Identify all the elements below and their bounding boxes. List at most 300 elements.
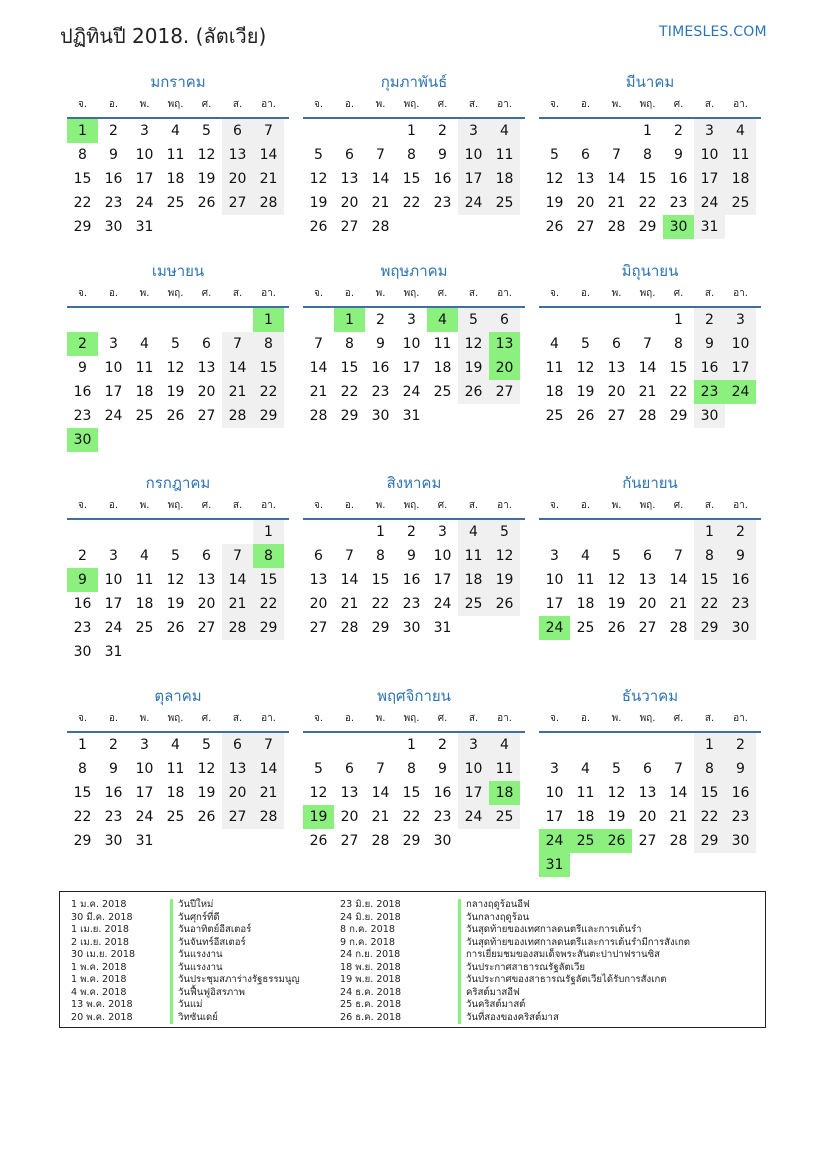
- day-cell: 18: [545, 384, 564, 400]
- day-cell: 29: [253, 616, 284, 640]
- day-cell: 1: [407, 737, 416, 753]
- day-cell: 28: [253, 805, 284, 829]
- weekday-label: พ.: [611, 288, 622, 299]
- day-cell: 1: [694, 520, 725, 544]
- empty-cell: [539, 119, 570, 143]
- legend-date: 4 พ.ค. 2018: [71, 986, 127, 998]
- day-cell: 9: [407, 548, 416, 564]
- weekday-label: พฤ.: [639, 500, 656, 511]
- day-cell: 11: [576, 785, 595, 801]
- day-cell: 29: [694, 616, 725, 640]
- day-cell: 7: [222, 332, 253, 356]
- day-cell: 26: [166, 408, 185, 424]
- day-grid: [67, 520, 289, 664]
- weekday-label: อ.: [108, 288, 119, 299]
- month-name: พฤษภาคม: [380, 262, 448, 280]
- legend-date: 24 ธ.ค. 2018: [340, 986, 402, 998]
- day-cell: 21: [638, 384, 657, 400]
- day-cell: 19: [303, 805, 334, 829]
- day-cell: 15: [73, 785, 92, 801]
- month-block: [67, 71, 289, 239]
- day-cell: 3: [725, 308, 756, 332]
- day-cell: 12: [489, 544, 520, 568]
- day-cell: 14: [222, 568, 253, 592]
- day-cell: 8: [253, 544, 284, 568]
- day-cell: 22: [402, 195, 421, 211]
- day-cell: 15: [694, 568, 725, 592]
- day-cell: 22: [73, 809, 92, 825]
- day-cell: 1: [643, 123, 652, 139]
- day-cell: 21: [222, 592, 253, 616]
- day-cell: 8: [376, 548, 385, 564]
- legend-holiday-name: วันจันทร์อีสเตอร์: [170, 937, 246, 950]
- weekday-label: ส.: [232, 713, 243, 724]
- day-cell: 11: [135, 572, 154, 588]
- day-cell: 24: [539, 829, 570, 853]
- day-cell: 26: [458, 380, 489, 404]
- day-cell: 27: [576, 219, 595, 235]
- day-cell: 13: [576, 171, 595, 187]
- day-cell: 27: [489, 380, 520, 404]
- month-name: มกราคม: [150, 73, 206, 91]
- day-cell: 17: [694, 167, 725, 191]
- day-grid: [303, 308, 525, 428]
- empty-cell: [98, 308, 129, 332]
- weekday-label: ส.: [232, 99, 243, 110]
- weekday-label: พ.: [375, 288, 386, 299]
- day-cell: 13: [340, 171, 359, 187]
- day-cell: 25: [545, 408, 564, 424]
- day-cell: 1: [78, 737, 87, 753]
- weekday-label: ส.: [704, 500, 715, 511]
- empty-cell: [334, 520, 365, 544]
- weekday-label: ศ.: [437, 288, 448, 299]
- day-cell: 29: [638, 219, 657, 235]
- day-cell: 19: [166, 596, 185, 612]
- weekday-label: อา.: [261, 713, 276, 724]
- day-cell: 11: [166, 147, 185, 163]
- day-cell: 10: [458, 757, 489, 781]
- weekday-label: จ.: [77, 713, 88, 724]
- month-name: ตุลาคม: [154, 687, 202, 705]
- weekday-label: อ.: [580, 500, 591, 511]
- day-cell: 18: [489, 167, 520, 191]
- day-cell: 9: [78, 360, 87, 376]
- weekday-label: พฤ.: [167, 713, 184, 724]
- day-cell: 2: [376, 312, 385, 328]
- day-cell: 25: [570, 829, 601, 853]
- day-cell: 31: [135, 833, 154, 849]
- day-cell: 5: [202, 123, 211, 139]
- day-cell: 13: [638, 785, 657, 801]
- legend-date: 18 พ.ย. 2018: [340, 961, 401, 973]
- day-cell: 17: [104, 596, 123, 612]
- day-cell: 10: [402, 336, 421, 352]
- month-name: ธันวาคม: [621, 687, 679, 705]
- day-cell: 18: [166, 171, 185, 187]
- weekday-header: [67, 494, 289, 520]
- day-cell: 18: [166, 785, 185, 801]
- day-cell: 4: [581, 548, 590, 564]
- day-cell: 20: [340, 195, 359, 211]
- legend-date: 25 ธ.ค. 2018: [340, 999, 402, 1010]
- month-block: [303, 71, 525, 239]
- day-cell: 4: [140, 548, 149, 564]
- day-cell: 18: [433, 360, 452, 376]
- day-cell: 24: [104, 620, 123, 636]
- empty-cell: [539, 308, 570, 332]
- day-cell: 11: [576, 572, 595, 588]
- day-cell: 16: [73, 596, 92, 612]
- day-cell: 27: [222, 191, 253, 215]
- day-cell: 17: [545, 809, 564, 825]
- day-cell: 28: [340, 620, 359, 636]
- day-cell: 16: [694, 356, 725, 380]
- day-cell: 16: [725, 568, 756, 592]
- day-cell: 14: [253, 757, 284, 781]
- month-block: [303, 260, 525, 428]
- day-cell: 14: [309, 360, 328, 376]
- day-cell: 30: [67, 428, 98, 452]
- site-link[interactable]: TIMESLES.COM: [659, 24, 767, 40]
- day-cell: 4: [489, 733, 520, 757]
- day-cell: 31: [539, 853, 570, 877]
- day-cell: 10: [104, 360, 123, 376]
- day-cell: 13: [197, 360, 216, 376]
- empty-cell: [160, 520, 191, 544]
- day-cell: 29: [73, 833, 92, 849]
- weekday-label: ส.: [704, 713, 715, 724]
- month-name: มีนาคม: [625, 73, 675, 91]
- day-cell: 10: [725, 332, 756, 356]
- day-cell: 5: [171, 548, 180, 564]
- day-cell: 15: [340, 360, 359, 376]
- day-cell: 28: [371, 833, 390, 849]
- legend-date: 19 พ.ย. 2018: [340, 974, 401, 985]
- day-cell: 7: [345, 548, 354, 564]
- day-cell: 17: [402, 360, 421, 376]
- day-cell: 11: [489, 143, 520, 167]
- legend-date: 23 มิ.ย. 2018: [340, 899, 401, 910]
- day-cell: 15: [638, 171, 657, 187]
- day-cell: 17: [135, 171, 154, 187]
- day-cell: 23: [104, 809, 123, 825]
- day-grid: [303, 520, 525, 640]
- day-cell: 16: [104, 785, 123, 801]
- day-cell: 1: [694, 733, 725, 757]
- day-cell: 17: [433, 572, 452, 588]
- day-cell: 20: [638, 596, 657, 612]
- day-cell: 19: [607, 596, 626, 612]
- day-cell: 8: [407, 147, 416, 163]
- day-cell: 11: [725, 143, 756, 167]
- day-cell: 10: [104, 572, 123, 588]
- month-block: [539, 472, 761, 640]
- month-block: [303, 472, 525, 640]
- day-cell: 7: [376, 761, 385, 777]
- day-cell: 5: [458, 308, 489, 332]
- day-cell: 19: [458, 356, 489, 380]
- day-cell: 25: [458, 592, 489, 616]
- day-cell: 24: [725, 380, 756, 404]
- day-cell: 24: [135, 195, 154, 211]
- weekday-label: ศ.: [437, 99, 448, 110]
- weekday-label: จ.: [313, 500, 324, 511]
- day-cell: 22: [402, 809, 421, 825]
- day-cell: 19: [545, 195, 564, 211]
- day-cell: 3: [140, 737, 149, 753]
- weekday-label: อา.: [497, 713, 512, 724]
- day-cell: 30: [104, 833, 123, 849]
- legend-date: 8 ก.ค. 2018: [340, 924, 395, 935]
- day-cell: 31: [104, 644, 123, 660]
- weekday-label: จ.: [313, 288, 324, 299]
- weekday-header: [67, 707, 289, 733]
- day-cell: 18: [135, 384, 154, 400]
- day-cell: 7: [314, 336, 323, 352]
- day-cell: 21: [607, 195, 626, 211]
- day-cell: 8: [674, 336, 683, 352]
- weekday-label: ศ.: [201, 288, 212, 299]
- day-cell: 25: [576, 620, 595, 636]
- day-cell: 11: [489, 757, 520, 781]
- weekday-label: อา.: [497, 500, 512, 511]
- legend-date: 20 พ.ค. 2018: [71, 1011, 133, 1023]
- day-cell: 29: [669, 408, 688, 424]
- day-cell: 28: [638, 408, 657, 424]
- day-cell: 14: [222, 356, 253, 380]
- weekday-label: อา.: [261, 500, 276, 511]
- day-cell: 23: [725, 592, 756, 616]
- legend-date: 1 พ.ค. 2018: [71, 961, 127, 973]
- day-cell: 28: [607, 219, 626, 235]
- weekday-label: พ.: [611, 713, 622, 724]
- day-cell: 1: [334, 308, 365, 332]
- day-cell: 27: [638, 833, 657, 849]
- month-block: [67, 260, 289, 452]
- empty-cell: [632, 308, 663, 332]
- empty-cell: [222, 520, 253, 544]
- day-cell: 16: [402, 572, 421, 588]
- legend-date: 1 เม.ย. 2018: [71, 924, 129, 935]
- day-cell: 28: [309, 408, 328, 424]
- day-cell: 6: [643, 548, 652, 564]
- weekday-label: ศ.: [673, 500, 684, 511]
- day-cell: 5: [202, 737, 211, 753]
- day-cell: 25: [166, 195, 185, 211]
- day-cell: 10: [545, 572, 564, 588]
- day-cell: 30: [104, 219, 123, 235]
- day-cell: 1: [674, 312, 683, 328]
- legend-holiday-name: วันประกาศของสาธารณรัฐลัตเวียได้รับการสังเกต: [458, 974, 667, 987]
- weekday-label: จ.: [549, 500, 560, 511]
- day-cell: 4: [550, 336, 559, 352]
- legend-date: 24 มิ.ย. 2018: [340, 911, 401, 923]
- weekday-label: อา.: [261, 288, 276, 299]
- day-cell: 9: [694, 332, 725, 356]
- empty-cell: [632, 520, 663, 544]
- day-cell: 12: [607, 785, 626, 801]
- month-block: [303, 685, 525, 853]
- day-cell: 13: [489, 332, 520, 356]
- month-block: [539, 260, 761, 428]
- empty-cell: [129, 308, 160, 332]
- day-cell: 4: [581, 761, 590, 777]
- weekday-label: พฤ.: [167, 288, 184, 299]
- day-grid: [539, 308, 761, 428]
- day-cell: 9: [67, 568, 98, 592]
- empty-cell: [191, 308, 222, 332]
- day-cell: 27: [197, 620, 216, 636]
- empty-cell: [570, 308, 601, 332]
- day-grid: [539, 520, 761, 640]
- day-cell: 14: [669, 572, 688, 588]
- weekday-label: พฤ.: [167, 99, 184, 110]
- day-cell: 6: [202, 336, 211, 352]
- legend-holiday-name: วันสุดท้ายของเทศกาลดนตรีและการเต้นรำ: [458, 924, 641, 937]
- day-cell: 30: [371, 408, 390, 424]
- day-cell: 17: [545, 596, 564, 612]
- day-cell: 15: [669, 360, 688, 376]
- weekday-label: อ.: [108, 500, 119, 511]
- weekday-header: [539, 494, 761, 520]
- weekday-label: อ.: [580, 288, 591, 299]
- day-cell: 18: [725, 167, 756, 191]
- weekday-label: อ.: [108, 713, 119, 724]
- day-cell: 7: [253, 733, 284, 757]
- day-cell: 30: [694, 404, 725, 428]
- day-cell: 23: [73, 620, 92, 636]
- empty-cell: [601, 119, 632, 143]
- day-cell: 12: [576, 360, 595, 376]
- day-cell: 8: [407, 761, 416, 777]
- day-cell: 30: [725, 829, 756, 853]
- day-cell: 7: [674, 761, 683, 777]
- day-cell: 28: [669, 620, 688, 636]
- day-cell: 4: [140, 336, 149, 352]
- day-cell: 12: [545, 171, 564, 187]
- day-cell: 9: [725, 544, 756, 568]
- day-cell: 19: [607, 809, 626, 825]
- weekday-label: จ.: [549, 99, 560, 110]
- day-cell: 20: [222, 781, 253, 805]
- day-cell: 24: [104, 408, 123, 424]
- day-grid: [67, 119, 289, 239]
- weekday-label: จ.: [77, 500, 88, 511]
- day-cell: 23: [433, 809, 452, 825]
- weekday-label: อ.: [344, 288, 355, 299]
- weekday-label: อา.: [733, 288, 748, 299]
- day-cell: 27: [197, 408, 216, 424]
- day-cell: 7: [376, 147, 385, 163]
- day-cell: 31: [135, 219, 154, 235]
- day-cell: 18: [135, 596, 154, 612]
- day-cell: 11: [135, 360, 154, 376]
- day-grid: [303, 733, 525, 853]
- day-cell: 3: [109, 548, 118, 564]
- legend-date: 30 เม.ย. 2018: [71, 949, 136, 960]
- day-cell: 21: [669, 809, 688, 825]
- day-cell: 25: [433, 384, 452, 400]
- day-cell: 23: [725, 805, 756, 829]
- weekday-label: ศ.: [201, 713, 212, 724]
- weekday-label: อา.: [497, 99, 512, 110]
- day-cell: 21: [371, 195, 390, 211]
- weekday-label: พฤ.: [639, 288, 656, 299]
- day-cell: 16: [725, 781, 756, 805]
- day-cell: 8: [253, 332, 284, 356]
- day-cell: 23: [402, 596, 421, 612]
- empty-cell: [601, 308, 632, 332]
- weekday-label: พ.: [611, 500, 622, 511]
- weekday-label: พ.: [375, 500, 386, 511]
- empty-cell: [539, 733, 570, 757]
- day-cell: 24: [458, 191, 489, 215]
- day-cell: 2: [725, 733, 756, 757]
- day-cell: 27: [340, 833, 359, 849]
- month-name: มิถุนายน: [621, 262, 679, 280]
- legend-holiday-name: วันแม่: [170, 999, 202, 1012]
- day-cell: 14: [371, 171, 390, 187]
- legend-holiday-name: กลางฤดูร้อนอีฟ: [458, 899, 530, 912]
- day-cell: 16: [433, 171, 452, 187]
- weekday-header: [67, 93, 289, 119]
- weekday-label: พฤ.: [403, 713, 420, 724]
- weekday-header: [539, 93, 761, 119]
- empty-cell: [160, 308, 191, 332]
- empty-cell: [222, 308, 253, 332]
- weekday-label: ส.: [468, 288, 479, 299]
- weekday-label: อ.: [108, 99, 119, 110]
- empty-cell: [303, 119, 334, 143]
- weekday-label: ศ.: [201, 500, 212, 511]
- day-cell: 19: [576, 384, 595, 400]
- day-cell: 17: [135, 785, 154, 801]
- weekday-label: อา.: [497, 288, 512, 299]
- day-cell: 6: [345, 147, 354, 163]
- weekday-label: จ.: [313, 713, 324, 724]
- day-cell: 10: [545, 785, 564, 801]
- day-cell: 21: [309, 384, 328, 400]
- weekday-label: จ.: [77, 288, 88, 299]
- day-grid: [303, 119, 525, 239]
- page-title: ปฏิทินปี 2018. (ลัตเวีย): [60, 24, 267, 48]
- month-name: สิงหาคม: [386, 474, 442, 492]
- day-cell: 28: [669, 833, 688, 849]
- day-cell: 5: [612, 548, 621, 564]
- day-cell: 16: [433, 785, 452, 801]
- day-cell: 7: [674, 548, 683, 564]
- day-cell: 16: [73, 384, 92, 400]
- day-cell: 6: [222, 119, 253, 143]
- legend-date: 2 เม.ย. 2018: [71, 936, 129, 948]
- month-block: [539, 685, 761, 877]
- day-cell: 17: [104, 384, 123, 400]
- weekday-header: [303, 494, 525, 520]
- empty-cell: [365, 733, 396, 757]
- day-cell: 28: [222, 616, 253, 640]
- day-cell: 28: [222, 404, 253, 428]
- day-cell: 21: [669, 596, 688, 612]
- day-cell: 2: [674, 123, 683, 139]
- day-cell: 7: [612, 147, 621, 163]
- day-cell: 20: [222, 167, 253, 191]
- day-cell: 3: [550, 548, 559, 564]
- day-cell: 24: [135, 809, 154, 825]
- legend-date: 13 พ.ค. 2018: [71, 999, 133, 1010]
- weekday-label: พ.: [139, 713, 150, 724]
- day-cell: 8: [345, 336, 354, 352]
